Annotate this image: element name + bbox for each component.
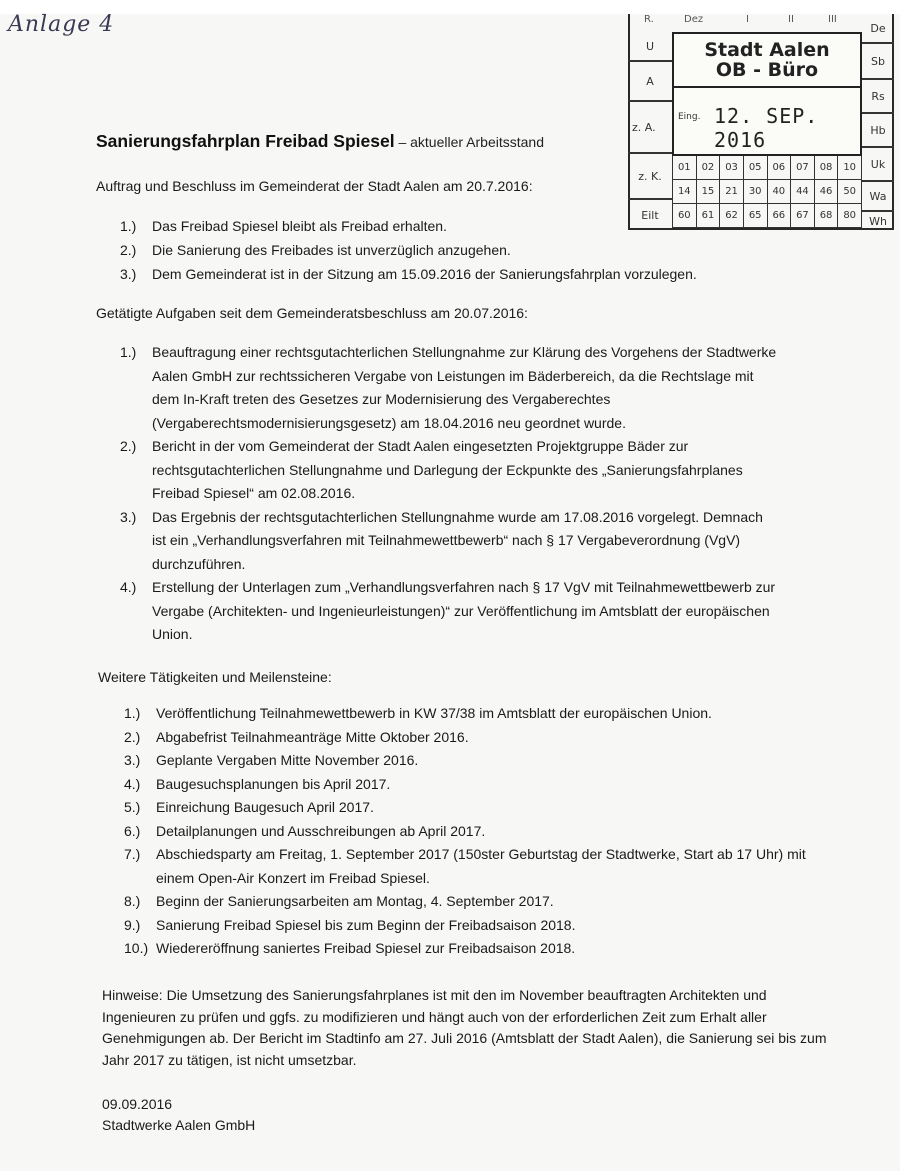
stamp-received-date: 12. SEP. 2016 [714,104,819,152]
stamp-grid-cell: 14 [672,180,697,204]
title-subtitle: – aktueller Arbeitsstand [394,134,544,150]
stamp-left-label: A [628,62,672,102]
stamp-left-label: z. K. [628,154,672,200]
section1-list [120,214,840,286]
list-item [120,238,840,262]
item-text: Erstellung der Unterlagen zum „Verhandlungsverfahren nach § 17 VgV mit Teilnahmewettbewerb zur Vergabe (Architekten- und Ingenieurleistungen)“ zur Veröffentlichung im Amtsblatt der europäischen Union. [152,579,776,642]
item-number: 2.) [120,242,137,258]
list-item [124,773,824,797]
item-text: Wiedereröffnung saniertes Freibad Spiesel zur Freibadsaison 2018. [156,940,576,956]
list-item [120,262,840,286]
item-text: Das Ergebnis der rechtsgutachterlichen Stellungnahme wurde am 17.08.2016 vorgelegt. Demnach ist ein „Verhandlungsverfahren mit Teilnahmewettbewerb“ nach § 17 Vergabeverordnung (VgV) durchzuführen. [152,508,763,572]
stamp-grid-cell: 03 [720,156,744,180]
stamp-grid-cell: 61 [697,204,721,228]
stamp-grid-cell: 62 [720,204,744,228]
item-text: Abschiedsparty am Freitag, 1. September 2017 (150ster Geburtstag der Stadtwerke, Start ab 17 Uhr) mit einem Open-Air Konzert im Freibad Spiesel. [156,846,806,886]
list-item [124,820,824,844]
stamp-grid-cell: 65 [744,204,768,228]
stamp-right-label: Wa [862,182,894,212]
list-item [124,843,824,890]
list-item [120,576,780,647]
stamp-grid-cell: 68 [815,204,839,228]
item-text: Geplante Vergaben Mitte November 2016. [156,752,419,768]
stamp-grid-cell: 66 [768,204,792,228]
item-number: 5.) [124,799,141,815]
item-number: 1.) [120,344,137,360]
section1-heading: Auftrag und Beschluss im Gemeinderat der Stadt Aalen am 20.7.2016: [96,178,533,194]
list-item [120,435,780,506]
item-text: Die Sanierung des Freibades ist unverzüglich anzugehen. [152,242,511,258]
item-number: 4.) [124,775,141,792]
stamp-received-label: Eing. [678,112,701,122]
item-number: 2.) [124,728,141,745]
list-item [124,726,824,750]
footer-date: 09.09.2016 [102,1096,173,1112]
title-main: Sanierungsfahrplan Freibad Spiesel [96,131,395,151]
item-number: 3.) [124,752,141,768]
stamp-grid-cell: 07 [791,156,815,180]
stamp-grid-cell: 21 [720,180,744,204]
item-number: 8.) [124,893,141,909]
document-footer [102,1094,255,1136]
item-number: 6.) [124,822,141,839]
item-text: Das Freibad Spiesel bleibt als Freibad erhalten. [152,218,447,234]
section2-list [120,341,780,647]
stamp-grid-cell: 44 [791,180,815,204]
item-number: 1.) [120,218,137,234]
stamp-left-label: Eilt [641,208,659,222]
stamp-grid-cell: 05 [744,156,768,180]
item-text: Baugesuchsplanungen bis April 2017. [156,775,391,792]
stamp-right-label: Rs [862,80,894,114]
item-number: 10.) [124,940,149,956]
item-number: 4.) [120,579,137,595]
item-number: 1.) [124,705,141,721]
stamp-grid-cell: 50 [838,180,862,204]
stamp-grid-cell: 02 [697,156,721,180]
stamp-grid-cell: 67 [791,204,815,228]
list-item [124,914,824,938]
stamp-grid-cell: 15 [697,180,721,204]
handwritten-annotation: Anlage 4 [8,12,115,37]
received-stamp [628,14,894,230]
stamp-right-label: Sb [862,44,894,80]
list-item [124,890,824,914]
item-text: Sanierung Freibad Spiesel bis zum Beginn der Freibadsaison 2018. [156,916,576,933]
item-text: Beginn der Sanierungsarbeiten am Montag, 4. September 2017. [156,893,554,909]
list-item [124,749,824,773]
stamp-left-label: U [628,32,672,62]
stamp-org [674,40,860,80]
stamp-top-label: I [746,14,749,25]
stamp-right-label: Uk [862,148,894,182]
stamp-grid-cell: 10 [838,156,862,180]
stamp-top-label: III [828,14,837,25]
item-text: Abgabefrist Teilnahmeanträge Mitte Oktober 2016. [156,728,469,745]
stamp-grid-cell: 46 [815,180,839,204]
stamp-right-label: Hb [862,114,894,148]
list-item [120,506,780,577]
section2-heading: Getätigte Aufgaben seit dem Gemeinderatsbeschluss am 20.07.2016: [96,305,528,321]
stamp-grid-cell: 06 [768,156,792,180]
stamp-grid-row [672,180,862,204]
item-number: 2.) [120,438,137,454]
section3-heading: Weitere Tätigkeiten und Meilensteine: [98,669,332,685]
item-text: Veröffentlichung Teilnahmewettbewerb in KW 37/38 im Amtsblatt der europäischen Union. [156,705,712,721]
stamp-right-label: De [862,14,894,44]
stamp-left-label: z. A. [628,102,672,154]
document-title [96,131,544,152]
stamp-right-label: Wh [869,214,887,228]
list-item [120,341,780,435]
stamp-org-name: Stadt Aalen [704,39,830,61]
item-text: Detailplanungen und Ausschreibungen ab April 2017. [156,822,486,839]
section3-list [124,702,824,961]
stamp-top-label: II [788,14,794,25]
item-text: Einreichung Baugesuch April 2017. [156,799,374,815]
stamp-grid-cell: 01 [672,156,697,180]
stamp-top-label: R. [644,14,654,25]
notes-paragraph: Hinweise: Die Umsetzung des Sanierungsfahrplanes ist mit den im November beauftragten Architekten und Ingenieuren zu prüfen und ggfs. zu modifizieren und hängt auch von der erforderlichen Zeit zum Erhalt aller Genehmigungen ab. Der Bericht im Stadtinfo am 27. Juli 2016 (Amtsblatt der Stadt Aalen), die Sanierung sei bis zum Jahr 2017 zu tätigen, ist nicht umsetzbar. [102,987,827,1068]
stamp-center-box [672,32,862,156]
footer-company: Stadtwerke Aalen GmbH [102,1117,256,1133]
list-item [124,702,824,726]
item-number: 3.) [120,266,137,282]
item-text: Beauftragung einer rechtsgutachterlichen Stellungnahme zur Klärung des Vorgehens der Stadtwerke Aalen GmbH zur rechtssicheren Vergabe von Leistungen im Bäderbereich, da die Rechtslage mit dem In-Kraft treten des Gesetzes zur Modernisierung des Vergaberechtes (Vergaberechtsmodernisierungsgesetz) am 18.04.2016 neu geordnet wurde. [152,344,777,431]
item-number: 3.) [120,508,137,525]
stamp-grid-row [672,156,862,180]
stamp-grid-cell: 60 [672,204,697,228]
stamp-dept: OB - Büro [715,59,819,81]
scan-top-margin [0,0,900,14]
item-number: 9.) [124,916,141,933]
item-number: 7.) [124,846,141,862]
stamp-grid-cell: 30 [744,180,768,204]
list-item [124,937,824,961]
stamp-top-label: Dez [684,14,704,25]
list-item [120,214,840,238]
stamp-grid-cell: 40 [768,180,792,204]
stamp-grid-cell: 80 [838,204,862,228]
item-text: Dem Gemeinderat ist in der Sitzung am 15.09.2016 der Sanierungsfahrplan vorzulegen. [152,266,697,282]
stamp-grid-cell: 08 [815,156,839,180]
list-item [124,796,824,820]
item-text: Bericht in der vom Gemeinderat der Stadt Aalen eingesetzten Projektgruppe Bäder zur rechtsgutachterlichen Stellungnahme und Darlegung der Eckpunkte des „Sanierungsfahrplanes Freibad Spiesel“ am 02.08.2016. [152,438,743,501]
stamp-divider [674,86,860,88]
